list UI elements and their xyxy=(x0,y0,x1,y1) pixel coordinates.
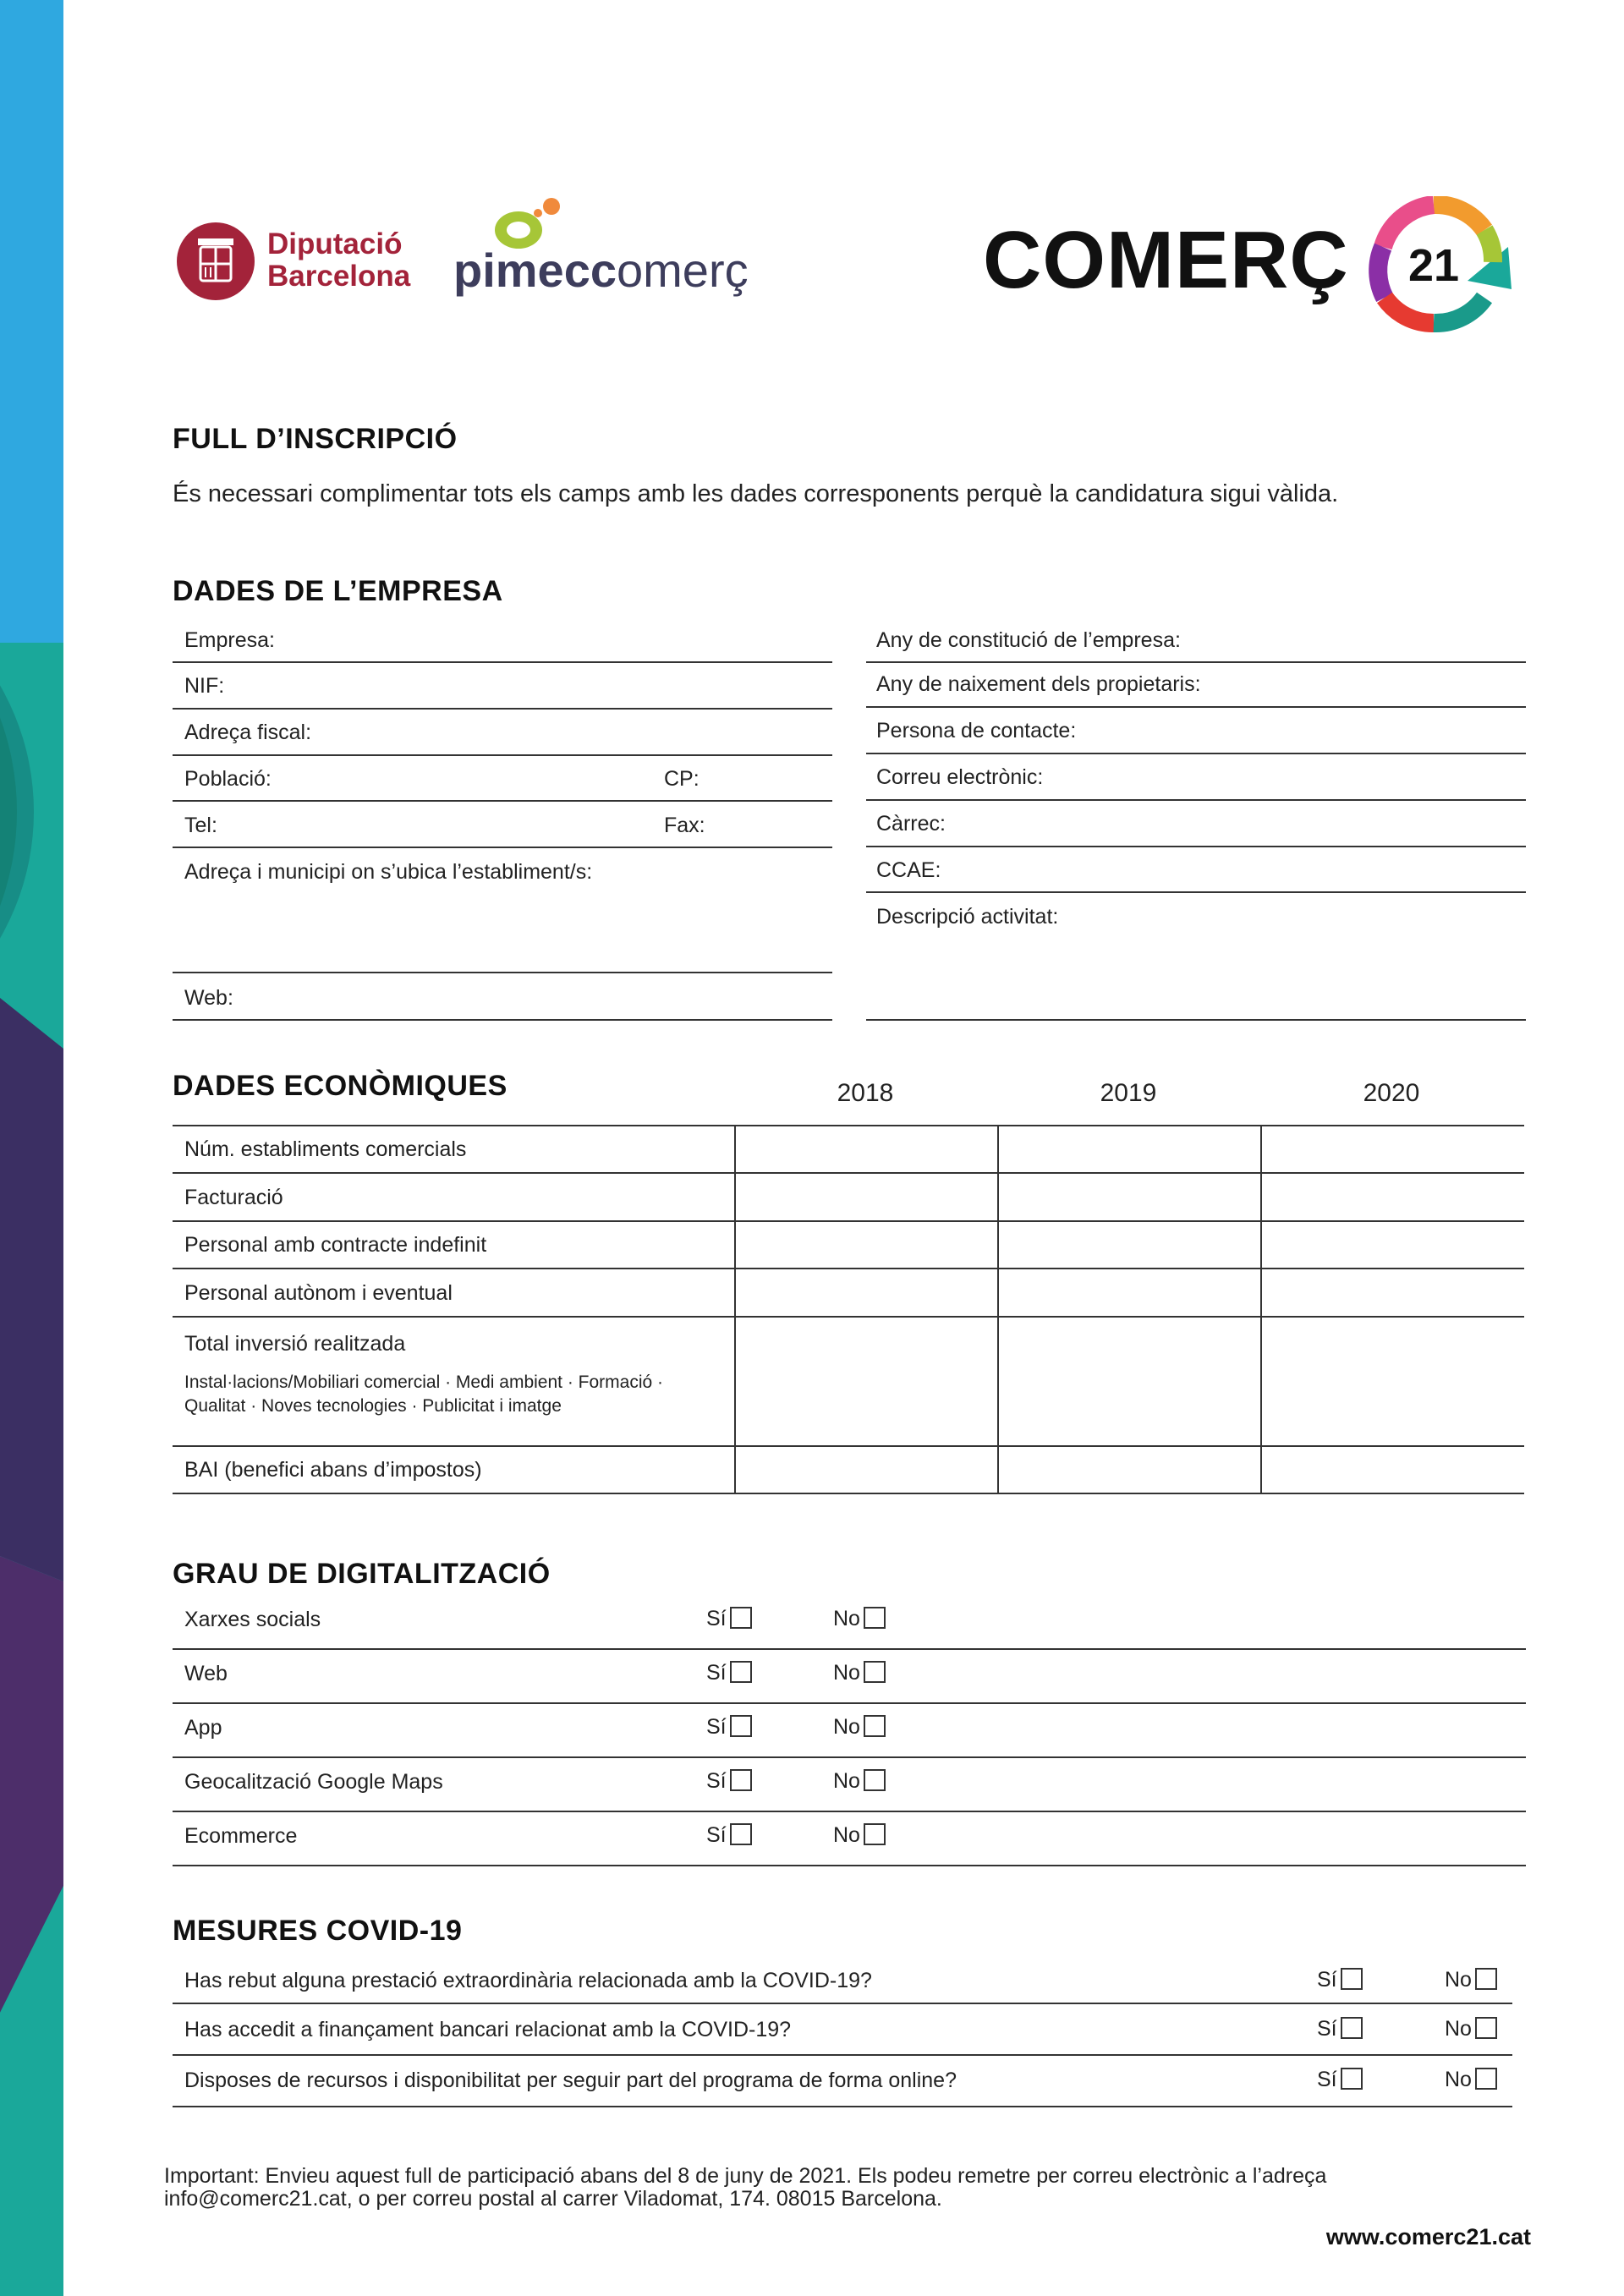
row-inversio-detail xyxy=(184,1371,663,1418)
any-constitucio-input-line[interactable] xyxy=(866,661,1526,663)
descripcio-label: Descripció activitat: xyxy=(876,905,1059,929)
diputacio-line-2: Barcelona xyxy=(267,260,411,293)
covid-yes-option[interactable] xyxy=(1317,1968,1363,1992)
web-label: Web: xyxy=(184,986,233,1010)
any-constitucio-label: Any de constitució de l’empresa: xyxy=(876,628,1181,652)
no-label: No xyxy=(833,1823,860,1847)
correu-label: Correu electrònic: xyxy=(876,765,1044,789)
tel-input-line[interactable] xyxy=(173,847,832,848)
table-rule xyxy=(173,1268,1524,1269)
yes-checkbox[interactable] xyxy=(730,1607,752,1629)
row-inversio-label: Total inversió realitzada xyxy=(184,1332,406,1356)
yes-label: Sí xyxy=(706,1769,727,1793)
digital-item-label: App xyxy=(184,1716,222,1740)
covid-no-option[interactable] xyxy=(1445,1968,1497,1992)
yes-label: Sí xyxy=(706,1607,727,1630)
adreca-establiment-label: Adreça i municipi on s’ubica l’establiment/s: xyxy=(184,860,593,884)
year-2018: 2018 xyxy=(837,1079,894,1107)
year-2019: 2019 xyxy=(1100,1079,1157,1107)
pimec-logo-text: pimeccomerç xyxy=(453,244,749,297)
yes-checkbox[interactable] xyxy=(1341,1968,1363,1990)
no-checkbox[interactable] xyxy=(1475,2017,1497,2039)
no-label: No xyxy=(1445,1968,1472,1992)
ccae-label: CCAE: xyxy=(876,858,941,882)
adreca-fiscal-input-line[interactable] xyxy=(173,754,832,756)
pimec-light-text: omerç xyxy=(617,244,749,297)
decorative-sidebar xyxy=(0,0,63,2296)
covid-question: Has rebut alguna prestació extraordinària relacionada amb la COVID-19? xyxy=(184,1969,872,1992)
tel-label: Tel: xyxy=(184,814,217,837)
no-checkbox[interactable] xyxy=(1475,1968,1497,1990)
yes-label: Sí xyxy=(1317,2017,1337,2041)
any-naixement-label: Any de naixement dels propietaris: xyxy=(876,672,1201,696)
digital-no-option[interactable] xyxy=(833,1769,886,1794)
descripcio-input-line[interactable] xyxy=(866,1019,1526,1021)
sidebar-graphic xyxy=(0,0,63,2296)
covid-yes-option[interactable] xyxy=(1317,2017,1363,2041)
list-divider xyxy=(173,1756,1526,1758)
no-checkbox[interactable] xyxy=(864,1823,886,1845)
footer-line-1: Important: Envieu aquest full de participació abans del 8 de juny de 2021. Els podeu remetre per correu electrònic a l’adreça xyxy=(164,2164,1327,2188)
digital-no-option[interactable] xyxy=(833,1715,886,1740)
row-facturacio-label: Facturació xyxy=(184,1186,283,1209)
no-label: No xyxy=(833,1607,860,1630)
yes-label: Sí xyxy=(706,1715,727,1739)
list-divider xyxy=(173,2054,1512,2056)
covid-no-option[interactable] xyxy=(1445,2068,1497,2092)
table-rule xyxy=(173,1493,1524,1494)
empresa-heading: DADES DE L’EMPRESA xyxy=(173,575,503,607)
correu-input-line[interactable] xyxy=(866,799,1526,801)
row-establiments-label: Núm. establiments comercials xyxy=(184,1137,467,1161)
digital-yes-option[interactable] xyxy=(706,1769,752,1794)
table-column-divider xyxy=(1260,1125,1262,1493)
yes-checkbox[interactable] xyxy=(730,1715,752,1737)
list-divider xyxy=(173,1702,1526,1704)
adreca-fiscal-label: Adreça fiscal: xyxy=(184,721,312,744)
carrec-label: Càrrec: xyxy=(876,812,946,836)
ccae-input-line[interactable] xyxy=(866,891,1526,893)
yes-checkbox[interactable] xyxy=(1341,2017,1363,2039)
yes-checkbox[interactable] xyxy=(1341,2068,1363,2090)
digital-yes-option[interactable] xyxy=(706,1823,752,1848)
covid-question: Has accedit a finançament bancari relacionat amb la COVID-19? xyxy=(184,2018,792,2041)
no-label: No xyxy=(833,1661,860,1685)
diputacio-emblem-icon xyxy=(176,222,255,301)
nif-input-line[interactable] xyxy=(173,708,832,710)
digital-yes-option[interactable] xyxy=(706,1607,752,1631)
nif-label: NIF: xyxy=(184,674,225,698)
persona-contacte-label: Persona de contacte: xyxy=(876,719,1077,743)
carrec-input-line[interactable] xyxy=(866,846,1526,847)
no-checkbox[interactable] xyxy=(864,1769,886,1791)
poblacio-input-line[interactable] xyxy=(173,800,832,802)
list-divider xyxy=(173,1811,1526,1812)
table-column-divider xyxy=(734,1125,736,1493)
footer-line-2: info@comerc21.cat, o per correu postal al carrer Viladomat, 174. 08015 Barcelona. xyxy=(164,2187,942,2211)
covid-question: Disposes de recursos i disponibilitat per seguir part del programa de forma online? xyxy=(184,2069,957,2092)
yes-checkbox[interactable] xyxy=(730,1661,752,1683)
list-divider xyxy=(173,1648,1526,1650)
comerc-logo-text: COMERÇ xyxy=(983,215,1349,305)
yes-label: Sí xyxy=(706,1823,727,1847)
economiques-heading: DADES ECONÒMIQUES xyxy=(173,1070,508,1102)
pimec-bold-text: pimec xyxy=(453,244,590,297)
persona-contacte-input-line[interactable] xyxy=(866,753,1526,754)
no-checkbox[interactable] xyxy=(1475,2068,1497,2090)
no-label: No xyxy=(833,1769,860,1793)
yes-checkbox[interactable] xyxy=(730,1769,752,1791)
website-link[interactable]: www.comerc21.cat xyxy=(1325,2224,1531,2249)
covid-yes-option[interactable] xyxy=(1317,2068,1363,2092)
table-column-divider xyxy=(997,1125,999,1493)
yes-label: Sí xyxy=(1317,2068,1337,2091)
digital-yes-option[interactable] xyxy=(706,1715,752,1740)
row-indefinit-label: Personal amb contracte indefinit xyxy=(184,1233,487,1257)
no-label: No xyxy=(833,1715,860,1739)
year-2020: 2020 xyxy=(1363,1079,1420,1107)
inversio-detail-line-1: Instal·lacions/Mobiliari comercial · Medi ambient · Formació · xyxy=(184,1373,663,1392)
covid-heading: MESURES COVID-19 xyxy=(173,1915,463,1947)
yes-label: Sí xyxy=(1317,1968,1337,1992)
cp-label: CP: xyxy=(664,767,700,791)
comerc21-number: 21 xyxy=(1407,240,1460,291)
no-label: No xyxy=(1445,2068,1472,2091)
list-divider xyxy=(173,1865,1526,1866)
list-divider xyxy=(173,2003,1512,2004)
no-label: No xyxy=(1445,2017,1472,2041)
digital-no-option[interactable] xyxy=(833,1661,886,1685)
no-checkbox[interactable] xyxy=(864,1607,886,1629)
yes-checkbox[interactable] xyxy=(730,1823,752,1845)
form-intro: És necessari complimentar tots els camps amb les dades corresponents perquè la candidatura sigui vàlida. xyxy=(173,480,1339,507)
row-bai-label: BAI (benefici abans d’impostos) xyxy=(184,1458,482,1482)
digitalitzacio-heading: GRAU DE DIGITALITZACIÓ xyxy=(173,1558,551,1590)
table-rule xyxy=(173,1172,1524,1174)
covid-no-option[interactable] xyxy=(1445,2017,1497,2041)
digital-item-label: Xarxes socials xyxy=(184,1608,321,1631)
any-naixement-input-line[interactable] xyxy=(866,706,1526,708)
no-checkbox[interactable] xyxy=(864,1715,886,1737)
table-rule xyxy=(173,1445,1524,1447)
digital-no-option[interactable] xyxy=(833,1607,886,1631)
table-rule xyxy=(173,1125,1524,1126)
no-checkbox[interactable] xyxy=(864,1661,886,1683)
form-title: FULL D’INSCRIPCIÓ xyxy=(173,423,458,455)
table-rule xyxy=(173,1316,1524,1318)
adreca-establiment-input-line[interactable] xyxy=(173,972,832,973)
diputacio-line-1: Diputació xyxy=(267,227,403,260)
row-autonom-label: Personal autònom i eventual xyxy=(184,1281,453,1305)
diputacio-logo-text xyxy=(267,228,410,293)
digital-item-label: Geocalització Google Maps xyxy=(184,1770,443,1794)
poblacio-label: Població: xyxy=(184,767,272,791)
digital-item-label: Ecommerce xyxy=(184,1824,298,1848)
empresa-input-line[interactable] xyxy=(173,661,832,663)
footer-note xyxy=(164,2165,1534,2211)
digital-yes-option[interactable] xyxy=(706,1661,752,1685)
digital-no-option[interactable] xyxy=(833,1823,886,1848)
table-rule xyxy=(173,1220,1524,1222)
fax-label: Fax: xyxy=(664,814,705,837)
empresa-label: Empresa: xyxy=(184,628,275,652)
yes-label: Sí xyxy=(706,1661,727,1685)
web-input-line[interactable] xyxy=(173,1019,832,1021)
digital-item-label: Web xyxy=(184,1662,228,1685)
inversio-detail-line-2: Qualitat · Noves tecnologies · Publicitat i imatge xyxy=(184,1396,562,1416)
list-divider xyxy=(173,2106,1512,2107)
